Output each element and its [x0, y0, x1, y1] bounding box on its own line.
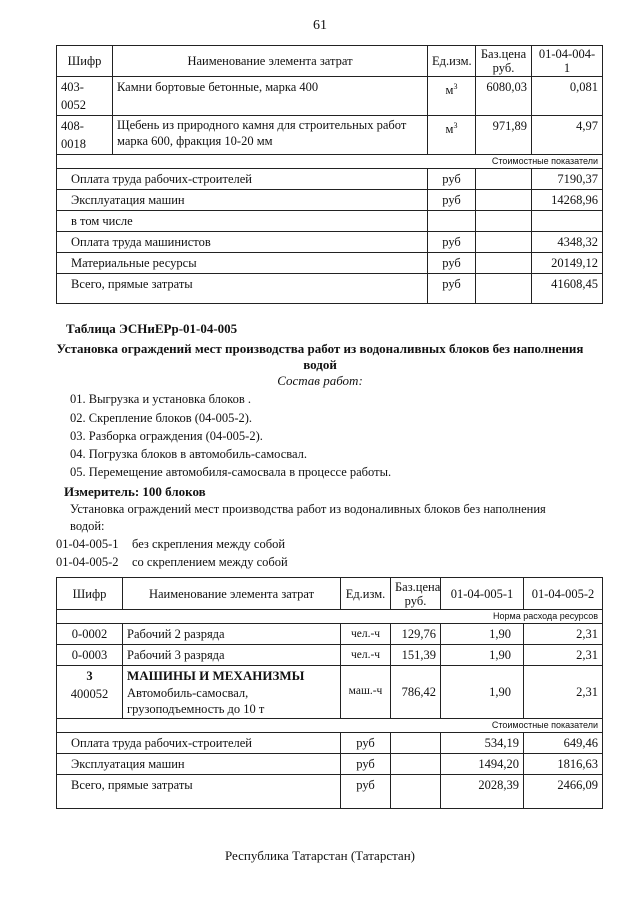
machine-code: 400052	[70, 687, 109, 701]
machine-unit: маш.-ч	[341, 666, 391, 719]
section-title-line2: водой	[303, 357, 337, 372]
cost-name: в том числе	[57, 211, 428, 232]
machine-price: 786,42	[391, 666, 441, 719]
table-id: Таблица ЭСНиЕРр-01-04-005	[66, 321, 238, 336]
machine-cell-code	[57, 666, 123, 719]
col-norm2-header: 01-04-005-2	[524, 578, 603, 610]
machine-cell-name	[123, 666, 341, 719]
cost-name: Всего, прямые затраты	[57, 274, 428, 304]
cost-value: 7190,37	[532, 169, 603, 190]
row-unit: $м^3$	[428, 77, 476, 116]
row-price: 6080,03	[476, 77, 532, 116]
work-item: 05. Перемещение автомобиля-самосвала в процессе работы.	[70, 465, 392, 479]
col-norm1-header: 01-04-005-1	[441, 578, 524, 610]
cost-name: Материальные ресурсы	[57, 253, 428, 274]
cost-value: 4348,32	[532, 232, 603, 253]
row-name: Щебень из природного камня для строительных работ марка 600, фракция 10-20 мм	[113, 116, 428, 155]
cost-name: Всего, прямые затраты	[57, 775, 341, 809]
cost-value-2: 2466,09	[524, 775, 603, 809]
cost-value-1: 2028,39	[441, 775, 524, 809]
resource-table-2	[56, 577, 603, 809]
page-footer: Республика Татарстан (Татарстан)	[225, 848, 415, 863]
col-unit-header: Ед.изм.	[428, 46, 476, 77]
cost-unit: руб	[428, 169, 476, 190]
row-name: Камни бортовые бетонные, марка 400	[113, 77, 428, 116]
row-value-1: 1,90	[441, 645, 524, 666]
row-unit: чел.-ч	[341, 645, 391, 666]
machine-value-2: 2,31	[524, 666, 603, 719]
col-price-header: Баз.цена руб.	[391, 578, 441, 610]
cost-name: Оплата труда машинистов	[57, 232, 428, 253]
col-code-header: Шифр	[57, 578, 123, 610]
col-norm-header: 01-04-004-1	[532, 46, 603, 77]
section-label: Стоимостные показатели	[57, 155, 603, 169]
work-item: 02. Скрепление блоков (04-005-2).	[70, 411, 253, 425]
machine-value-1: 1,90	[441, 666, 524, 719]
col-unit-header: Ед.изм.	[341, 578, 391, 610]
cost-value-1: 1494,20	[441, 754, 524, 775]
col-name-header: Наименование элемента затрат	[113, 46, 428, 77]
cost-value: 20149,12	[532, 253, 603, 274]
description-line2: водой:	[70, 519, 105, 533]
cost-unit: руб	[428, 274, 476, 304]
cost-unit: руб	[428, 232, 476, 253]
row-value: 4,97	[532, 116, 603, 155]
cost-unit: руб	[341, 754, 391, 775]
machine-name: Автомобиль-самосвал, грузоподъемность до 10 т	[127, 686, 265, 716]
row-name: Рабочий 2 разряда	[123, 624, 341, 645]
cost-unit: руб	[341, 775, 391, 809]
section-label: Норма расхода ресурсов	[57, 610, 603, 624]
group-code: 3	[86, 669, 93, 683]
work-item: 01. Выгрузка и установка блоков .	[70, 392, 251, 406]
cost-name: Оплата труда рабочих-строителей	[57, 169, 428, 190]
row-price: 129,76	[391, 624, 441, 645]
work-item: 03. Разборка ограждения (04-005-2).	[70, 429, 263, 443]
row-value-1: 1,90	[441, 624, 524, 645]
section-label: Стоимостные показатели	[57, 719, 603, 733]
variant-text: со скреплением между собой	[132, 555, 288, 569]
cost-value-2: 1816,63	[524, 754, 603, 775]
cost-value-1: 534,19	[441, 733, 524, 754]
row-code: 0-0002	[57, 624, 123, 645]
row-value-2: 2,31	[524, 624, 603, 645]
cost-value: 41608,45	[532, 274, 603, 304]
cost-value-2: 649,46	[524, 733, 603, 754]
description-line1: Установка ограждений мест производства работ из водоналивных блоков без наполнения	[70, 502, 546, 516]
variant-text: без скрепления между собой	[132, 537, 286, 551]
cost-value: 14268,96	[532, 190, 603, 211]
cost-name: Эксплуатация машин	[57, 754, 341, 775]
row-code: 403-0052	[57, 77, 113, 116]
row-code: 408-0018	[57, 116, 113, 155]
variant-code: 01-04-005-1	[56, 537, 119, 551]
col-price-header: Баз.цена руб.	[476, 46, 532, 77]
resource-table-1	[56, 45, 603, 304]
row-code: 0-0003	[57, 645, 123, 666]
group-name: МАШИНЫ И МЕХАНИЗМЫ	[127, 668, 305, 683]
cost-unit: руб	[428, 253, 476, 274]
cost-name: Оплата труда рабочих-строителей	[57, 733, 341, 754]
row-price: 151,39	[391, 645, 441, 666]
col-name-header: Наименование элемента затрат	[123, 578, 341, 610]
page-number: 61	[313, 18, 327, 33]
col-code-header: Шифр	[57, 46, 113, 77]
work-item: 04. Погрузка блоков в автомобиль-самосвал.	[70, 447, 308, 461]
variant-code: 01-04-005-2	[56, 555, 119, 569]
row-unit: чел.-ч	[341, 624, 391, 645]
cost-name: Эксплуатация машин	[57, 190, 428, 211]
row-price: 971,89	[476, 116, 532, 155]
row-unit: $м^3$	[428, 116, 476, 155]
cost-unit: руб	[341, 733, 391, 754]
row-value-2: 2,31	[524, 645, 603, 666]
cost-unit: руб	[428, 190, 476, 211]
section-title-line1: Установка ограждений мест производства работ из водоналивных блоков без наполнения	[56, 341, 584, 356]
row-value: 0,081	[532, 77, 603, 116]
work-label: Состав работ:	[277, 373, 363, 388]
row-name: Рабочий 3 разряда	[123, 645, 341, 666]
measure: Измеритель: 100 блоков	[64, 484, 206, 499]
